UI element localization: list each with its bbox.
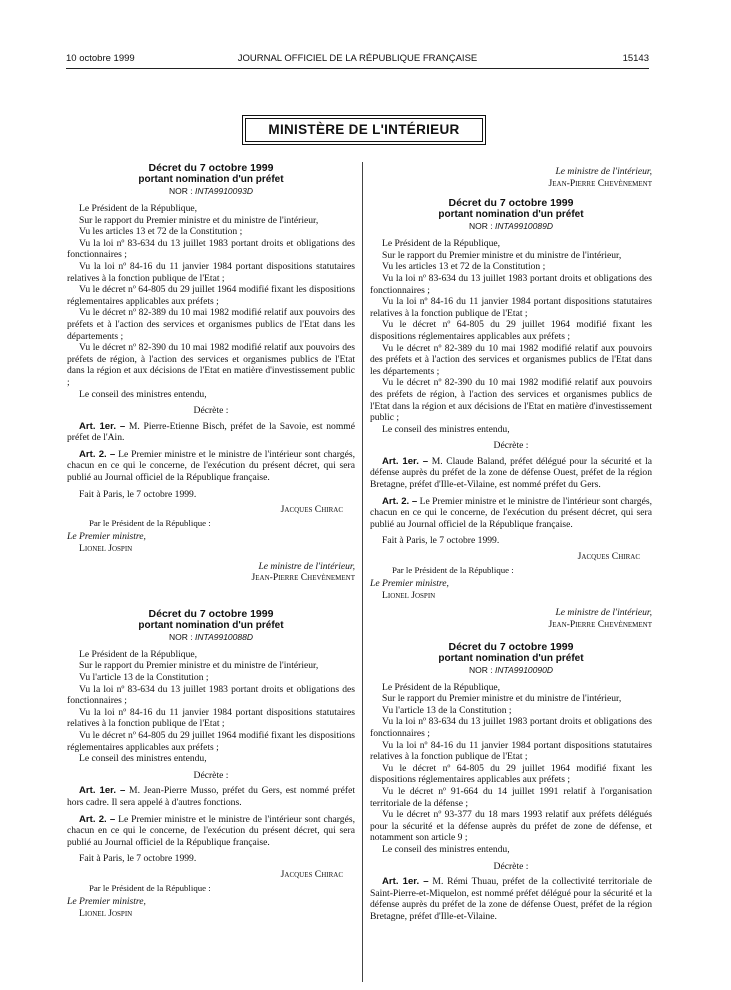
visa: Sur le rapport du Premier ministre et du ministre de l'intérieur,	[382, 249, 622, 261]
visa: Vu le décret nº 82-390 du 10 mai 1982 modifié relatif aux pouvoirs des préfets de région, à l'action des services et organismes publics de l'Etat dans la région et aux décisions de l'Etat en matière d'investissement public ;	[370, 377, 652, 424]
visa: Vu la loi nº 83-634 du 13 juillet 1983 portant droits et obligations des fonctionnaires ;	[67, 237, 355, 261]
visa: Vu le décret nº 82-389 du 10 mai 1982 modifié relatif aux pouvoirs des préfets et à l'action des services et organismes publics de l'Etat dans les départements ;	[370, 342, 652, 377]
visa: Vu le décret nº 64-805 du 29 juillet 1964 modifié fixant les dispositions réglementaires applicables aux préfets ;	[370, 319, 652, 342]
par-le-president: Par le Président de la République :	[392, 564, 514, 575]
decrete-label: Décrète :	[493, 440, 529, 452]
visa: Le Président de la République,	[79, 648, 198, 660]
visa: Vu le décret nº 93-377 du 18 mars 1993 relatif aux préfets délégués pour la sécurité et la défense auprès du préfet de zone de défense, et notamment son article 9 ;	[370, 809, 652, 844]
decree-4	[370, 641, 652, 923]
visa: Vu la loi nº 84-16 du 11 janvier 1984 portant dispositions statutaires relatives à la fonction publique de l'Etat ;	[370, 739, 652, 763]
pm-title: Le Premier ministre,	[67, 896, 146, 908]
visa: Vu les articles 13 et 72 de la Constitution ;	[382, 261, 546, 273]
minister-title: Le ministre de l'intérieur,	[555, 166, 652, 177]
visa: Vu le décret nº 91-664 du 14 juillet 1991 relatif à l'organisation territoriale de la défense ;	[370, 785, 652, 809]
visa: Vu l'article 13 de la Constitution ;	[382, 704, 512, 716]
visa: Vu le décret nº 64-805 du 29 juillet 1964 modifié fixant les dispositions réglementaires applicables aux préfets ;	[67, 729, 355, 753]
visa: Vu le décret nº 82-389 du 10 mai 1982 modifié relatif aux pouvoirs des préfets et à l'action des services et organismes publics de l'Etat dans les départements ;	[67, 307, 355, 342]
president-signature: Jacques Chirac	[577, 551, 640, 563]
decree-3	[370, 197, 652, 630]
header-journal: JOURNAL OFFICIEL DE LA RÉPUBLIQUE FRANÇAISE	[237, 53, 478, 64]
visa: Vu l'article 13 de la Constitution ;	[79, 672, 209, 683]
header-date: 10 octobre 1999	[66, 53, 135, 64]
decrete-label: Décrète :	[193, 769, 229, 781]
pm-name: Lionel Jospin	[79, 543, 133, 555]
president-signature: Jacques Chirac	[280, 504, 343, 516]
done-at: Fait à Paris, le 7 octobre 1999.	[382, 535, 500, 547]
decree-title: Décret du 7 octobre 1999	[148, 162, 274, 174]
visa: Vu la loi nº 84-16 du 11 janvier 1984 portant dispositions statutaires relatives à la fonction publique de l'Etat ;	[370, 296, 652, 319]
header-rule	[66, 68, 649, 69]
visa: Le conseil des ministres entendu,	[79, 753, 207, 765]
visa: Vu la loi nº 83-634 du 13 juillet 1983 portant droits et obligations des fonctionnaires ;	[370, 716, 652, 739]
visa: Le Président de la République,	[79, 203, 198, 214]
decrete-label: Décrète :	[193, 405, 229, 417]
par-le-president: Par le Président de la République :	[89, 882, 211, 893]
visa: Vu le décret nº 82-390 du 10 mai 1982 modifié relatif aux pouvoirs des préfets de région, à l'action des services et organismes publics de l'Etat dans la région et aux décisions de l'Etat en matière d'investissement public ;	[67, 342, 355, 388]
done-at: Fait à Paris, le 7 octobre 1999.	[79, 488, 197, 500]
article-1: Art. 1er. – M. Claude Baland, préfet délégué pour la sécurité et la défense auprès du préfet de la zone de défense Ouest, préfet de la région Bretagne, préfet d'Ille-et-Vilaine, est nommé préfet du Gers.	[370, 455, 653, 491]
visa: Sur le rapport du Premier ministre et du ministre de l'intérieur,	[382, 693, 622, 705]
minister-name: Jean-Pierre Chevènement	[251, 572, 355, 584]
president-signature: Jacques Chirac	[280, 868, 343, 880]
pm-title: Le Premier ministre,	[370, 578, 449, 590]
minister-title: Le ministre de l'intérieur,	[555, 607, 652, 619]
visa: Le conseil des ministres entendu,	[79, 388, 207, 400]
pm-name: Lionel Jospin	[382, 589, 436, 601]
decree-subtitle: portant nomination d'un préfet	[138, 174, 284, 185]
article-1: Art. 1er. – M. Jean-Pierre Musso, préfet du Gers, est nommé préfet hors cadre. Il sera appelé à d'autres fonctions.	[67, 785, 355, 808]
decree-2	[67, 608, 355, 919]
visa: Le Président de la République,	[382, 681, 501, 693]
visa: Sur le rapport du Premier ministre et du ministre de l'intérieur,	[79, 660, 319, 672]
visa: Vu la loi nº 84-16 du 11 janvier 1984 portant dispositions statutaires relatives à la fonction publique de l'Etat ;	[67, 706, 355, 730]
decree-subtitle: portant nomination d'un préfet	[138, 619, 284, 631]
minister-title: Le ministre de l'intérieur,	[258, 560, 355, 572]
minister-name: Jean-Pierre Chevènement	[548, 177, 652, 189]
visa: Le Président de la République,	[382, 238, 501, 250]
visa: Le conseil des ministres entendu,	[382, 843, 510, 855]
visa: Vu le décret nº 64-805 du 29 juillet 1964 modifié fixant les dispositions réglementaires applicables aux préfets ;	[370, 762, 652, 786]
pm-title: Le Premier ministre,	[67, 531, 146, 543]
par-le-president: Par le Président de la République :	[89, 517, 211, 528]
minister-name: Jean-Pierre Chevènement	[548, 619, 652, 630]
column-divider	[362, 162, 363, 982]
running-header	[66, 53, 649, 67]
article-2: Art. 2. – Le Premier ministre et le ministre de l'intérieur sont chargés, chacun en ce qui le concerne, de l'exécution du présent décret, qui sera publié au Journal officiel de la République française.	[370, 495, 652, 530]
article-2: Art. 2. – Le Premier ministre et le ministre de l'intérieur sont chargés, chacun en ce qui le concerne, de l'exécution du présent décret, qui sera publié au Journal officiel de la République française.	[67, 813, 355, 848]
done-at: Fait à Paris, le 7 octobre 1999.	[79, 853, 197, 865]
decree-title: Décret du 7 octobre 1999	[448, 640, 574, 653]
decree-title: Décret du 7 octobre 1999	[148, 607, 274, 620]
decree-1	[67, 162, 355, 584]
visa: Vu la loi nº 84-16 du 11 janvier 1984 portant dispositions statutaires relatives à la fonction publique de l'Etat ;	[67, 260, 355, 284]
decrete-label: Décrète :	[493, 860, 529, 872]
decree-title: Décret du 7 octobre 1999	[448, 197, 574, 210]
article-1: Art. 1er. – M. Rémi Thuau, préfet de la collectivité territoriale de Saint-Pierre-et-Miquelon, est nommé préfet délégué pour la sécurité et la défense auprès du préfet de la zone de défense Ouest, préfet de la région Bretagne, préfet d'Ille-et-Vilaine.	[370, 876, 652, 922]
visa: Vu la loi nº 83-634 du 13 juillet 1983 portant droits et obligations des fonctionnaires ;	[67, 683, 355, 707]
header-page-number: 15143	[622, 53, 649, 64]
visa: Vu la loi nº 83-634 du 13 juillet 1983 portant droits et obligations des fonctionnaires ;	[370, 272, 652, 296]
visa: Vu les articles 13 et 72 de la Constitution ;	[79, 226, 243, 238]
visa: Vu le décret nº 64-805 du 29 juillet 1964 modifié fixant les dispositions réglementaires applicables aux préfets ;	[67, 284, 355, 307]
decree-subtitle: portant nomination d'un préfet	[438, 209, 584, 221]
article-2: Art. 2. – Le Premier ministre et le ministre de l'intérieur sont chargés, chacun en ce qui le concerne, de l'exécution du présent décret, qui sera publié au Journal officiel de la République française.	[67, 448, 355, 484]
decree-nor: NOR : INTA9910089D	[469, 221, 553, 232]
decree-subtitle: portant nomination d'un préfet	[438, 652, 584, 664]
decree-nor: NOR : INTA9910093D	[169, 186, 253, 196]
decree-nor: NOR : INTA9910090D	[469, 664, 553, 675]
visa: Le conseil des ministres entendu,	[382, 423, 510, 435]
right-column	[370, 162, 652, 922]
visa: Sur le rapport du Premier ministre et du ministre de l'intérieur,	[79, 214, 319, 226]
ministry-title: MINISTÈRE DE L'INTÉRIEUR	[245, 118, 483, 142]
decree-nor: NOR : INTA9910088D	[169, 631, 253, 642]
pm-name: Lionel Jospin	[79, 907, 133, 919]
left-column	[67, 162, 355, 919]
article-1: Art. 1er. – M. Pierre-Etienne Bisch, préfet de la Savoie, est nommé préfet de l'Ain.	[67, 420, 356, 444]
